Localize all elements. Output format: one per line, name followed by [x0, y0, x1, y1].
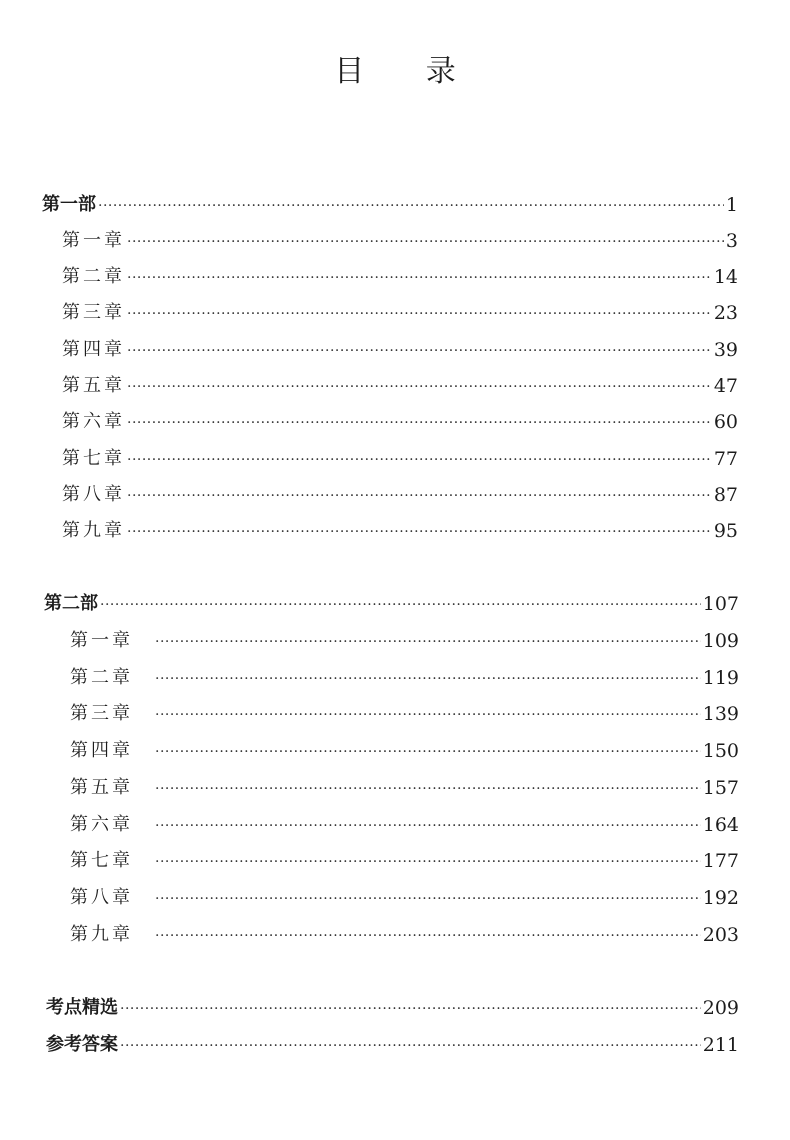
toc-chapter-2-7[interactable]: [70, 847, 739, 875]
page-title: 目 录: [334, 54, 482, 89]
toc-chapter-1-6[interactable]: [62, 408, 738, 436]
toc-chapter-label: 第三章: [70, 703, 133, 724]
toc-chapter-1-8[interactable]: [62, 481, 738, 509]
toc-leader: [100, 590, 701, 618]
toc-leader: [98, 191, 724, 219]
toc-extra-key-points[interactable]: [46, 994, 739, 1022]
toc-chapter-label: 第二章: [62, 266, 125, 287]
toc-chapter-2-6[interactable]: [70, 811, 739, 839]
toc-leader: [127, 299, 712, 327]
toc-leader: [127, 372, 712, 400]
toc-chapter-label: 第七章: [62, 448, 125, 469]
toc-leader: [127, 481, 712, 509]
toc-chapter-2-3[interactable]: [70, 700, 739, 728]
toc-page-number: 3: [725, 230, 738, 252]
toc-page-number: 107: [702, 593, 739, 615]
toc-part-label: 第二部: [44, 593, 98, 614]
toc-page-number: 60: [713, 411, 738, 433]
toc-chapter-label: 第四章: [62, 339, 125, 360]
toc-extra-answers[interactable]: [46, 1031, 739, 1059]
toc-chapter-label: 第八章: [62, 484, 125, 505]
toc-leader: [155, 811, 701, 839]
toc-chapter-label: 第七章: [70, 850, 133, 871]
toc-page-number: 139: [702, 703, 739, 725]
toc-chapter-1-5[interactable]: [62, 372, 738, 400]
toc-chapter-2-8[interactable]: [70, 884, 739, 912]
toc-leader: [155, 700, 701, 728]
toc-chapter-1-2[interactable]: [62, 263, 738, 291]
toc-page-number: 150: [702, 740, 739, 762]
toc-page-number: 47: [713, 375, 738, 397]
toc-page-number: 203: [702, 924, 739, 946]
toc-chapter-label: 第九章: [70, 924, 133, 945]
toc-chapter-1-7[interactable]: [62, 445, 738, 473]
toc-leader: [155, 847, 701, 875]
toc-leader: [120, 994, 701, 1022]
toc-chapter-label: 第六章: [62, 411, 125, 432]
toc-page-number: 39: [713, 339, 738, 361]
toc-page-number: 211: [702, 1034, 739, 1056]
toc-chapter-label: 第一章: [70, 630, 133, 651]
toc-page-number: 1: [725, 194, 738, 216]
toc-leader: [120, 1031, 701, 1059]
toc-chapter-label: 第二章: [70, 667, 133, 688]
toc-chapter-label: 第九章: [62, 520, 125, 541]
toc-page-number: 14: [713, 266, 738, 288]
toc-leader: [155, 664, 701, 692]
toc-leader: [155, 774, 701, 802]
toc-chapter-2-5[interactable]: [70, 774, 739, 802]
toc-leader: [127, 263, 712, 291]
toc-page-number: 95: [713, 520, 738, 542]
toc-chapter-1-1[interactable]: [62, 227, 738, 255]
toc-page-number: 164: [702, 814, 739, 836]
toc-leader: [127, 408, 712, 436]
toc-page-number: 23: [713, 302, 738, 324]
toc-page-number: 157: [702, 777, 739, 799]
toc-chapter-2-4[interactable]: [70, 737, 739, 765]
toc-extra-label: 考点精选: [46, 997, 118, 1018]
toc-chapter-2-9[interactable]: [70, 921, 739, 949]
toc-chapter-label: 第六章: [70, 814, 133, 835]
toc-chapter-label: 第三章: [62, 302, 125, 323]
toc-chapter-1-9[interactable]: [62, 517, 738, 545]
toc-page-number: 87: [713, 484, 738, 506]
toc-extra-label: 参考答案: [46, 1034, 118, 1055]
toc-page-number: 109: [702, 630, 739, 652]
toc-chapter-label: 第五章: [70, 777, 133, 798]
toc-chapter-label: 第一章: [62, 230, 125, 251]
toc-leader: [155, 627, 701, 655]
toc-page-number: 192: [702, 887, 739, 909]
toc-leader: [155, 884, 701, 912]
toc-chapter-1-3[interactable]: [62, 299, 738, 327]
toc-leader: [127, 227, 724, 255]
toc-leader: [155, 737, 701, 765]
toc-chapter-2-1[interactable]: [70, 627, 739, 655]
toc-leader: [155, 921, 701, 949]
toc-part-label: 第一部: [42, 194, 96, 215]
toc-chapter-label: 第八章: [70, 887, 133, 908]
toc-chapter-label: 第五章: [62, 375, 125, 396]
toc-page-number: 177: [702, 850, 739, 872]
toc-part-1[interactable]: [42, 191, 738, 219]
toc-part-2[interactable]: [44, 590, 739, 618]
toc-leader: [127, 517, 712, 545]
toc-chapter-2-2[interactable]: [70, 664, 739, 692]
toc-leader: [127, 445, 712, 473]
toc-page-number: 77: [713, 448, 738, 470]
toc-chapter-1-4[interactable]: [62, 336, 738, 364]
toc-page-number: 119: [702, 667, 739, 689]
toc-chapter-label: 第四章: [70, 740, 133, 761]
toc-leader: [127, 336, 712, 364]
toc-page-number: 209: [702, 997, 739, 1019]
